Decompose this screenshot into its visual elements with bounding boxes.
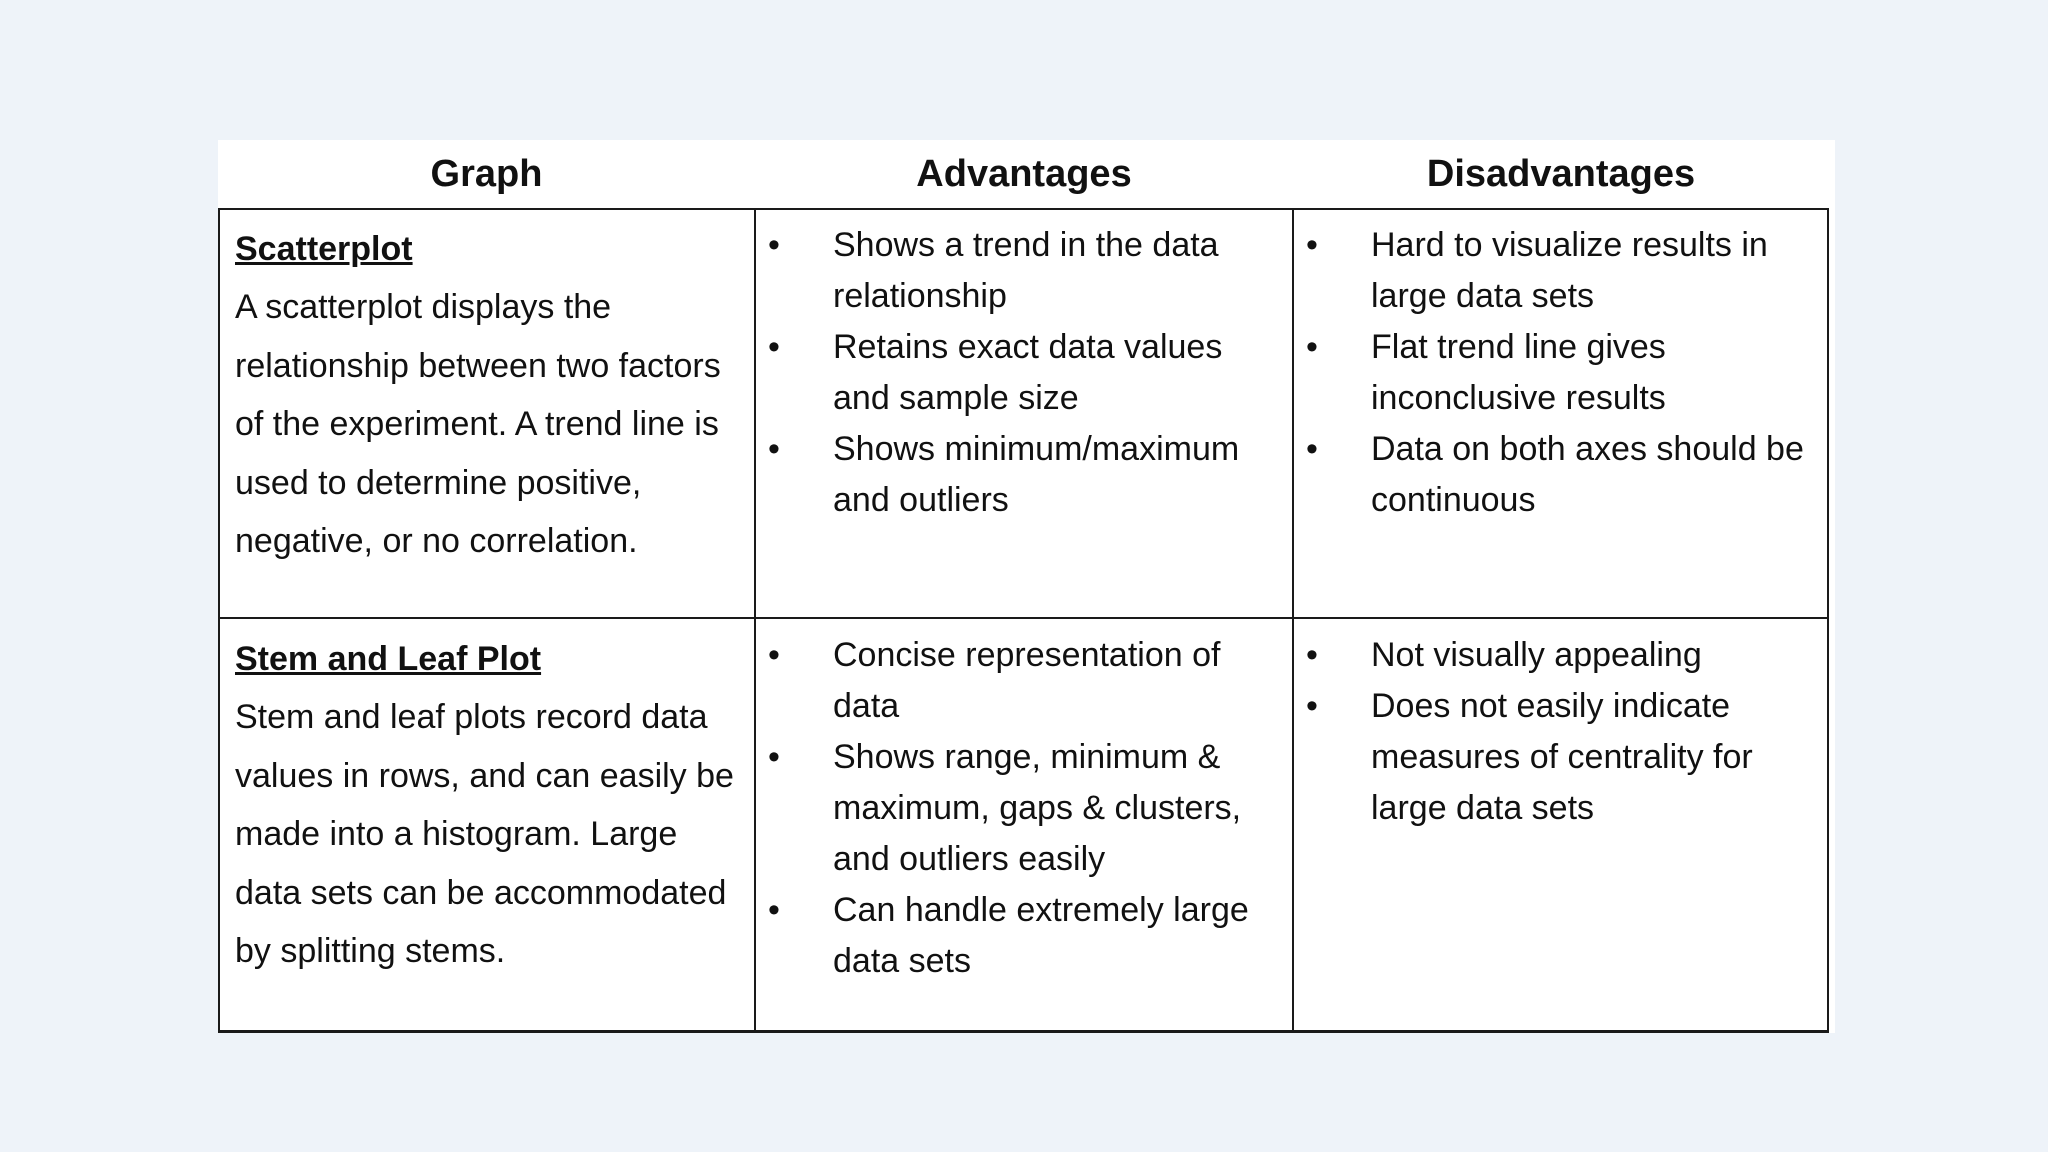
column-divider: [1827, 208, 1829, 1033]
list-item-text: Does not easily indicate measures of centrality for large data sets: [1371, 687, 1753, 827]
bullet-icon: •: [1306, 636, 1318, 674]
table-cell-advantages: [766, 220, 1286, 526]
list-item-text: Shows a trend in the data relationship: [833, 226, 1219, 315]
graph-title: Scatterplot: [235, 230, 413, 268]
table-cell-graph: [235, 220, 745, 571]
list-item-text: Data on both axes should be continuous: [1371, 430, 1804, 519]
bullet-icon: •: [768, 891, 780, 929]
bullet-icon: •: [768, 636, 780, 674]
header-graph: Graph: [430, 153, 543, 195]
column-divider: [1292, 208, 1294, 1033]
list-item: [766, 732, 1286, 885]
list-item: [1304, 322, 1820, 424]
list-item: [1304, 630, 1820, 681]
bullet-icon: •: [768, 328, 780, 366]
comparison-table: [218, 140, 1835, 1033]
bullet-icon: •: [1306, 430, 1318, 468]
advantages-list: [766, 630, 1286, 987]
list-item-text: Flat trend line gives inconclusive results: [1371, 328, 1666, 417]
bullet-icon: •: [768, 226, 780, 264]
graph-description: A scatterplot displays the relationship between two factors of the experiment. A trend line is used to determine positive, negative, or no correlation.: [235, 288, 721, 560]
table-cell-disadvantages: [1304, 630, 1820, 834]
list-item-text: Not visually appealing: [1371, 636, 1702, 674]
header-disadvantages: Disadvantages: [1426, 153, 1696, 195]
header-advantages: Advantages: [916, 153, 1132, 195]
list-item-text: Can handle extremely large data sets: [833, 891, 1249, 980]
list-item-text: Concise representation of data: [833, 636, 1221, 725]
list-item-text: Hard to visualize results in large data sets: [1371, 226, 1768, 315]
table-header-row: [218, 140, 1835, 208]
row-divider: [218, 208, 1829, 210]
list-item: [766, 885, 1286, 987]
list-item: [766, 322, 1286, 424]
list-item: [766, 220, 1286, 322]
column-divider: [218, 208, 220, 1033]
bullet-icon: •: [1306, 226, 1318, 264]
table-cell-advantages: [766, 630, 1286, 987]
list-item-text: Retains exact data values and sample size: [833, 328, 1223, 417]
bullet-icon: •: [1306, 328, 1318, 366]
disadvantages-list: [1304, 220, 1820, 526]
list-item: [1304, 424, 1820, 526]
column-divider: [754, 208, 756, 1033]
table-cell-graph: [235, 630, 745, 981]
graph-title: Stem and Leaf Plot: [235, 640, 542, 678]
list-item: [766, 630, 1286, 732]
advantages-list: [766, 220, 1286, 526]
list-item: [766, 424, 1286, 526]
list-item-text: Shows minimum/maximum and outliers: [833, 430, 1240, 519]
bullet-icon: •: [768, 738, 780, 776]
bullet-icon: •: [768, 430, 780, 468]
list-item: [1304, 681, 1820, 834]
graph-description: Stem and leaf plots record data values in rows, and can easily be made into a histogram. Large data sets can be accommodated by splitting stems.: [235, 698, 734, 970]
bullet-icon: •: [1306, 687, 1318, 725]
row-divider: [218, 1030, 1829, 1033]
row-divider: [218, 617, 1829, 619]
disadvantages-list: [1304, 630, 1820, 834]
list-item-text: Shows range, minimum & maximum, gaps & clusters, and outliers easily: [833, 738, 1242, 878]
table-cell-disadvantages: [1304, 220, 1820, 526]
list-item: [1304, 220, 1820, 322]
